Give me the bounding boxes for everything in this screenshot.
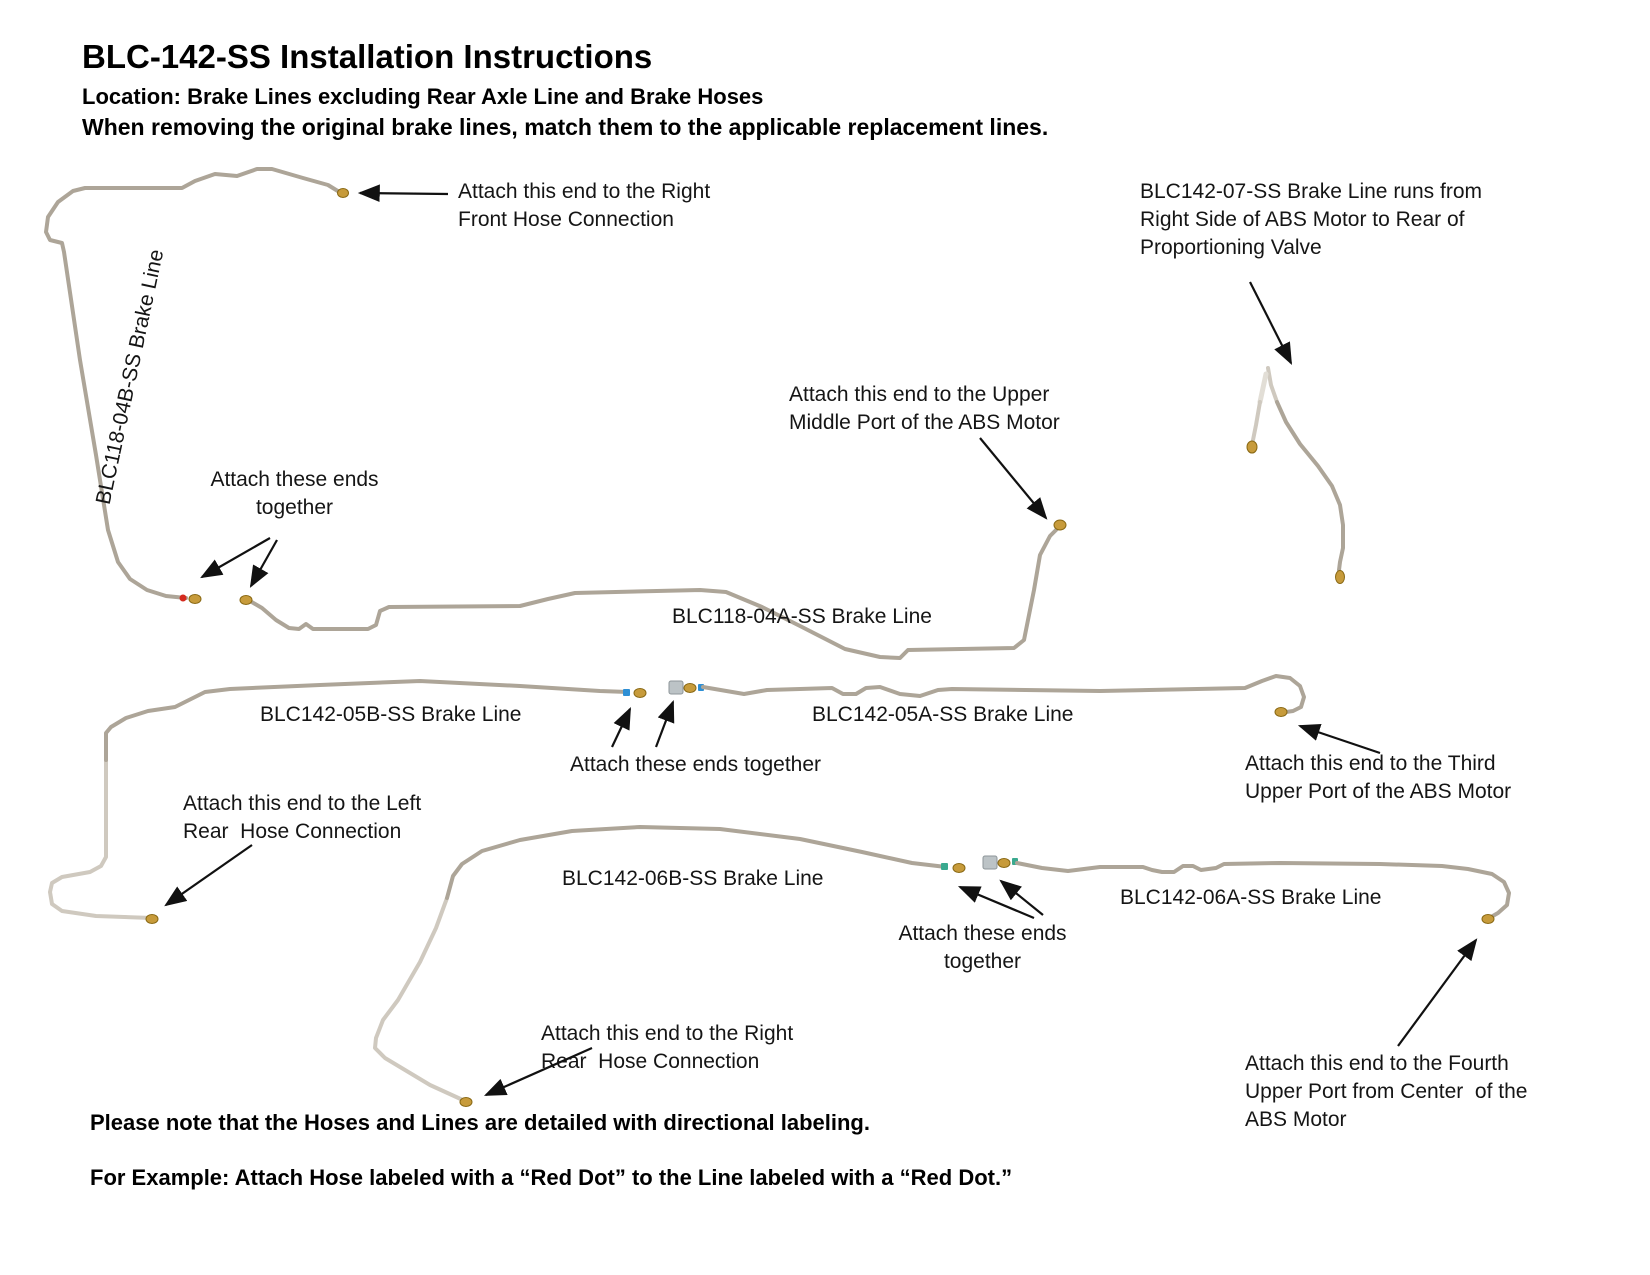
annotation-ends-together-04 <box>207 466 382 522</box>
label-blc142-05a: BLC142-05A-SS Brake Line <box>812 703 1074 726</box>
red-dot-marker <box>180 595 187 602</box>
label-blc142-06a: BLC142-06A-SS Brake Line <box>1120 886 1382 909</box>
brake-line-blc142-07-path <box>1277 402 1343 570</box>
brake-line-blc142-05b-hook-path <box>50 760 152 918</box>
brake-line-blc118-04a-path <box>250 529 1057 658</box>
union-block-05a <box>669 681 683 694</box>
annotation-third-upper-port <box>1245 750 1511 806</box>
arrow-ends-together-05-right <box>656 702 673 747</box>
annotation-blc142-07-runs <box>1140 178 1482 262</box>
fitting-06b-right-rear-end <box>460 1098 472 1107</box>
annotation-ends-together-06 <box>895 920 1070 976</box>
location-line: Location: Brake Lines excluding Rear Axle Line and Brake Hoses <box>82 84 764 109</box>
annotation-line: Attach this end to the Right <box>458 180 711 203</box>
fitting-06a-abs-end <box>1482 915 1494 924</box>
footer-note-2: For Example: Attach Hose labeled with a “Red Dot” to the Line labeled with a “Red Dot.” <box>90 1165 1013 1190</box>
union-block-06a <box>983 856 997 869</box>
fitting-06b-joint-end <box>953 864 965 873</box>
annotation-line: Proportioning Valve <box>1140 236 1322 259</box>
brake-line-blc118-04b-path <box>46 169 341 598</box>
label-blc118-04b: BLC118-04B-SS Brake Line <box>91 247 169 507</box>
fitting-07-branch-end <box>1247 441 1257 453</box>
annotation-line: together <box>255 496 334 519</box>
annotation-line: Right Side of ABS Motor to Rear of <box>1140 208 1465 231</box>
label-blc118-04a: BLC118-04A-SS Brake Line <box>672 605 932 628</box>
annotation-fourth-upper-port <box>1245 1050 1527 1134</box>
annotation-right-rear-hose <box>541 1020 793 1076</box>
arrow-left-rear-hose <box>166 845 252 905</box>
fitting-05a-abs-end <box>1275 708 1287 717</box>
annotation-line: Front Hose Connection <box>458 208 674 231</box>
arrow-upper-middle-port <box>980 438 1046 518</box>
annotation-upper-middle-port <box>789 381 1060 437</box>
annotation-line: Upper Port from Center of the <box>1245 1080 1528 1103</box>
annotation-line: Attach these ends together <box>570 753 822 776</box>
fitting-05b-joint-end <box>634 689 646 698</box>
instruction-line: When removing the original brake lines, match them to the applicable replacement lines. <box>82 114 1049 140</box>
footer-note-1: Please note that the Hoses and Lines are detailed with directional labeling. <box>90 1110 870 1135</box>
fitting-04b-joint-end <box>189 595 201 604</box>
annotation-line: Upper Port of the ABS Motor <box>1245 780 1512 803</box>
annotation-ends-together-05 <box>570 751 821 779</box>
brake-line-blc142-06b-hook-path <box>375 898 465 1101</box>
green-band-06b <box>941 863 948 870</box>
brake-line-blc142-07-branch-path <box>1253 402 1260 440</box>
annotation-line: together <box>943 950 1022 973</box>
fitting-05b-left-rear-end <box>146 915 158 924</box>
annotation-line: Attach these ends <box>898 922 1067 945</box>
brake-line-blc142-07-branch-sleeve <box>1260 374 1266 402</box>
arrow-ends-together-06-left <box>960 887 1034 918</box>
blue-band-05b <box>623 689 630 696</box>
page-title: BLC-142-SS Installation Instructions <box>82 38 653 75</box>
arrow-blc142-07 <box>1250 282 1291 363</box>
arrow-third-upper-port <box>1300 726 1380 753</box>
annotation-line: Attach these ends <box>210 468 379 491</box>
annotation-line: Attach this end to the Fourth <box>1245 1052 1509 1075</box>
brake-line-blc142-07-tip-path <box>1268 368 1277 402</box>
fitting-05a-joint-end <box>684 684 696 693</box>
annotation-line: Attach this end to the Third <box>1245 752 1496 775</box>
arrow-fourth-upper-port <box>1398 940 1476 1046</box>
annotation-right-front-hose <box>458 178 710 234</box>
label-blc142-05b: BLC142-05B-SS Brake Line <box>260 703 522 726</box>
annotation-line: Middle Port of the ABS Motor <box>789 411 1060 434</box>
fitting-04a-joint-end <box>240 596 252 605</box>
fitting-07-bottom-end <box>1336 571 1345 584</box>
annotation-line: Attach this end to the Left <box>183 792 422 815</box>
annotation-line: Rear Hose Connection <box>183 820 402 843</box>
annotation-line: BLC142-07-SS Brake Line runs from <box>1140 180 1482 203</box>
annotation-line: Attach this end to the Right <box>541 1022 794 1045</box>
annotation-left-rear-hose <box>183 790 421 846</box>
fitting-04a-abs-end <box>1054 520 1066 530</box>
arrow-ends-together-06-right <box>1001 881 1043 915</box>
annotation-line: Rear Hose Connection <box>541 1050 760 1073</box>
arrow-right-front-hose <box>360 193 448 194</box>
label-blc142-06b: BLC142-06B-SS Brake Line <box>562 867 824 890</box>
annotation-line: Attach this end to the Upper <box>789 383 1050 406</box>
fitting-04b-front-end <box>338 189 349 198</box>
fitting-06a-joint-end <box>998 859 1010 868</box>
arrow-ends-together-05-left <box>612 709 630 747</box>
annotation-line: ABS Motor <box>1245 1108 1347 1131</box>
